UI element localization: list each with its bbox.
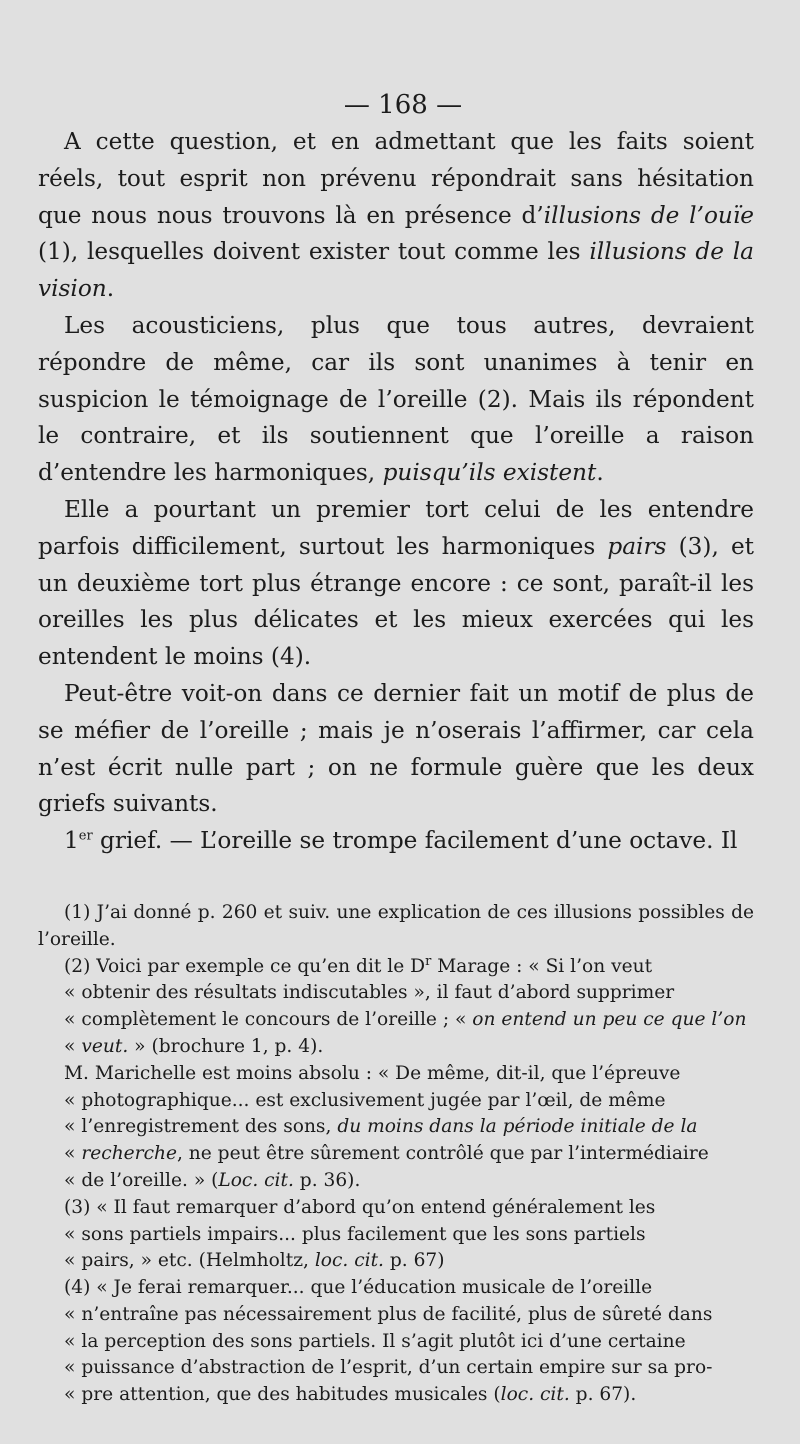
paragraph-3: Elle a pourtant un premier tort celui de les entendre parfois difficilement, surtout les harmoniques pairs (3), et un deuxième tort plus étrange encore : ce sont, paraît-il les oreilles les plus délicates et les mieux exercées qui les entendent le moins (4).	[38, 495, 754, 671]
footnote-4-line: « pre attention, que des habitudes musicales (loc. cit. p. 67).	[64, 1384, 637, 1406]
footnote-2b-line: « recherche, ne peut être sûrement contrôlé que par l’intermédiaire	[64, 1143, 709, 1165]
footnote-2-line: « obtenir des résultats indiscutables », il faut d’abord supprimer	[64, 982, 675, 1004]
footnote-2-line: « complètement le concours de l’oreille ; « on entend un peu ce que l’on	[64, 1009, 747, 1031]
footnote-3-line: « pairs, » etc. (Helmholtz, loc. cit. p. 67)	[64, 1250, 445, 1272]
paragraph-4: Peut-être voit-on dans ce dernier fait un motif de plus de se méfier de l’oreille ; mais je n’oserais l’affirmer, car cela n’est écrit nulle part ; on ne formule guère que les deux griefs suivants.	[38, 679, 754, 818]
footnote-3: (3) « Il faut remarquer d’abord qu’on entend généralement les « sons partiels impairs... plus facilement que les sons partiels « pairs, » etc. (Helmholtz, loc. cit. p. 67)	[38, 1195, 754, 1275]
footnote-4-line: « puissance d’abstraction de l’esprit, d’un certain empire sur sa pro-	[64, 1357, 713, 1379]
footnote-2-line: « veut. » (brochure 1, p. 4).	[64, 1035, 324, 1057]
footnote-1: (1) J’ai donné p. 260 et suiv. une explication de ces illusions possibles de l’oreille.	[38, 901, 754, 950]
footnote-4-line: « n’entraîne pas nécessairement plus de facilité, plus de sûreté dans	[64, 1303, 713, 1325]
paragraph-2: Les acousticiens, plus que tous autres, devraient répondre de même, car ils sont unanimes à tenir en suspicion le témoignage de l’oreille (2). Mais ils répondent le contraire, et ils soutiennent que l’oreille a raison d’entendre les harmoniques, puisqu’ils existent.	[38, 311, 754, 487]
footnote-4-line: « la perception des sons partiels. Il s’agit plutôt ici d’une certaine	[64, 1330, 686, 1352]
page-number: — 168 —	[343, 90, 463, 120]
footnote-2b-line: « l’enregistrement des sons, du moins dans la période initiale de la	[64, 1116, 698, 1138]
footnote-2b-line: « de l’oreille. » (Loc. cit. p. 36).	[64, 1169, 361, 1191]
footnote-4: (4) « Je ferai remarquer... que l’éducation musicale de l’oreille « n’entraîne pas nécessairement plus de facilité, plus de sûreté dans « la perception des sons partiels. Il s’agit plutôt ici d’une certaine « puissance d’abstraction de l’esprit, d’un certain empire sur sa pro- « pre attention, que des habitudes musicales (loc. cit. p. 67).	[38, 1275, 754, 1409]
main-text	[38, 124, 754, 860]
paragraph-5: 1er grief. — L’oreille se trompe facilement d’une octave. Il	[64, 827, 738, 855]
footnote-2: (2) Voici par exemple ce qu’en dit le $D^r$ Marage : « Si l’on veut « obtenir des résultats indiscutables », il faut d’abord supprimer « complètement le concours de l’oreille ; « on entend un peu ce que l’on « veut. » (brochure 1, p. 4).	[38, 954, 754, 1061]
footnotes	[38, 900, 754, 1409]
footnote-3-line: « sons partiels impairs... plus facilement que les sons partiels	[64, 1223, 646, 1245]
paragraph-1: A cette question, et en admettant que les faits soient réels, tout esprit non prévenu répondrait sans hésitation que nous nous trouvons là en présence d’illusions de l’ouïe (1), lesquelles doivent exister tout comme les illusions de la vision.	[38, 128, 754, 303]
footnote-2b-line: « photographique... est exclusivement jugée par l’œil, de même	[64, 1089, 666, 1111]
footnote-2-continued: M. Marichelle est moins absolu : « De même, dit-il, que l’épreuve « photographique... est exclusivement jugée par l’œil, de même « l’enregistrement des sons, du moins dans la période initiale de la « recherche, ne peut être sûrement contrôlé que par l’intermédiaire « de l’oreille. » (Loc. cit. p. 36).	[38, 1061, 754, 1195]
